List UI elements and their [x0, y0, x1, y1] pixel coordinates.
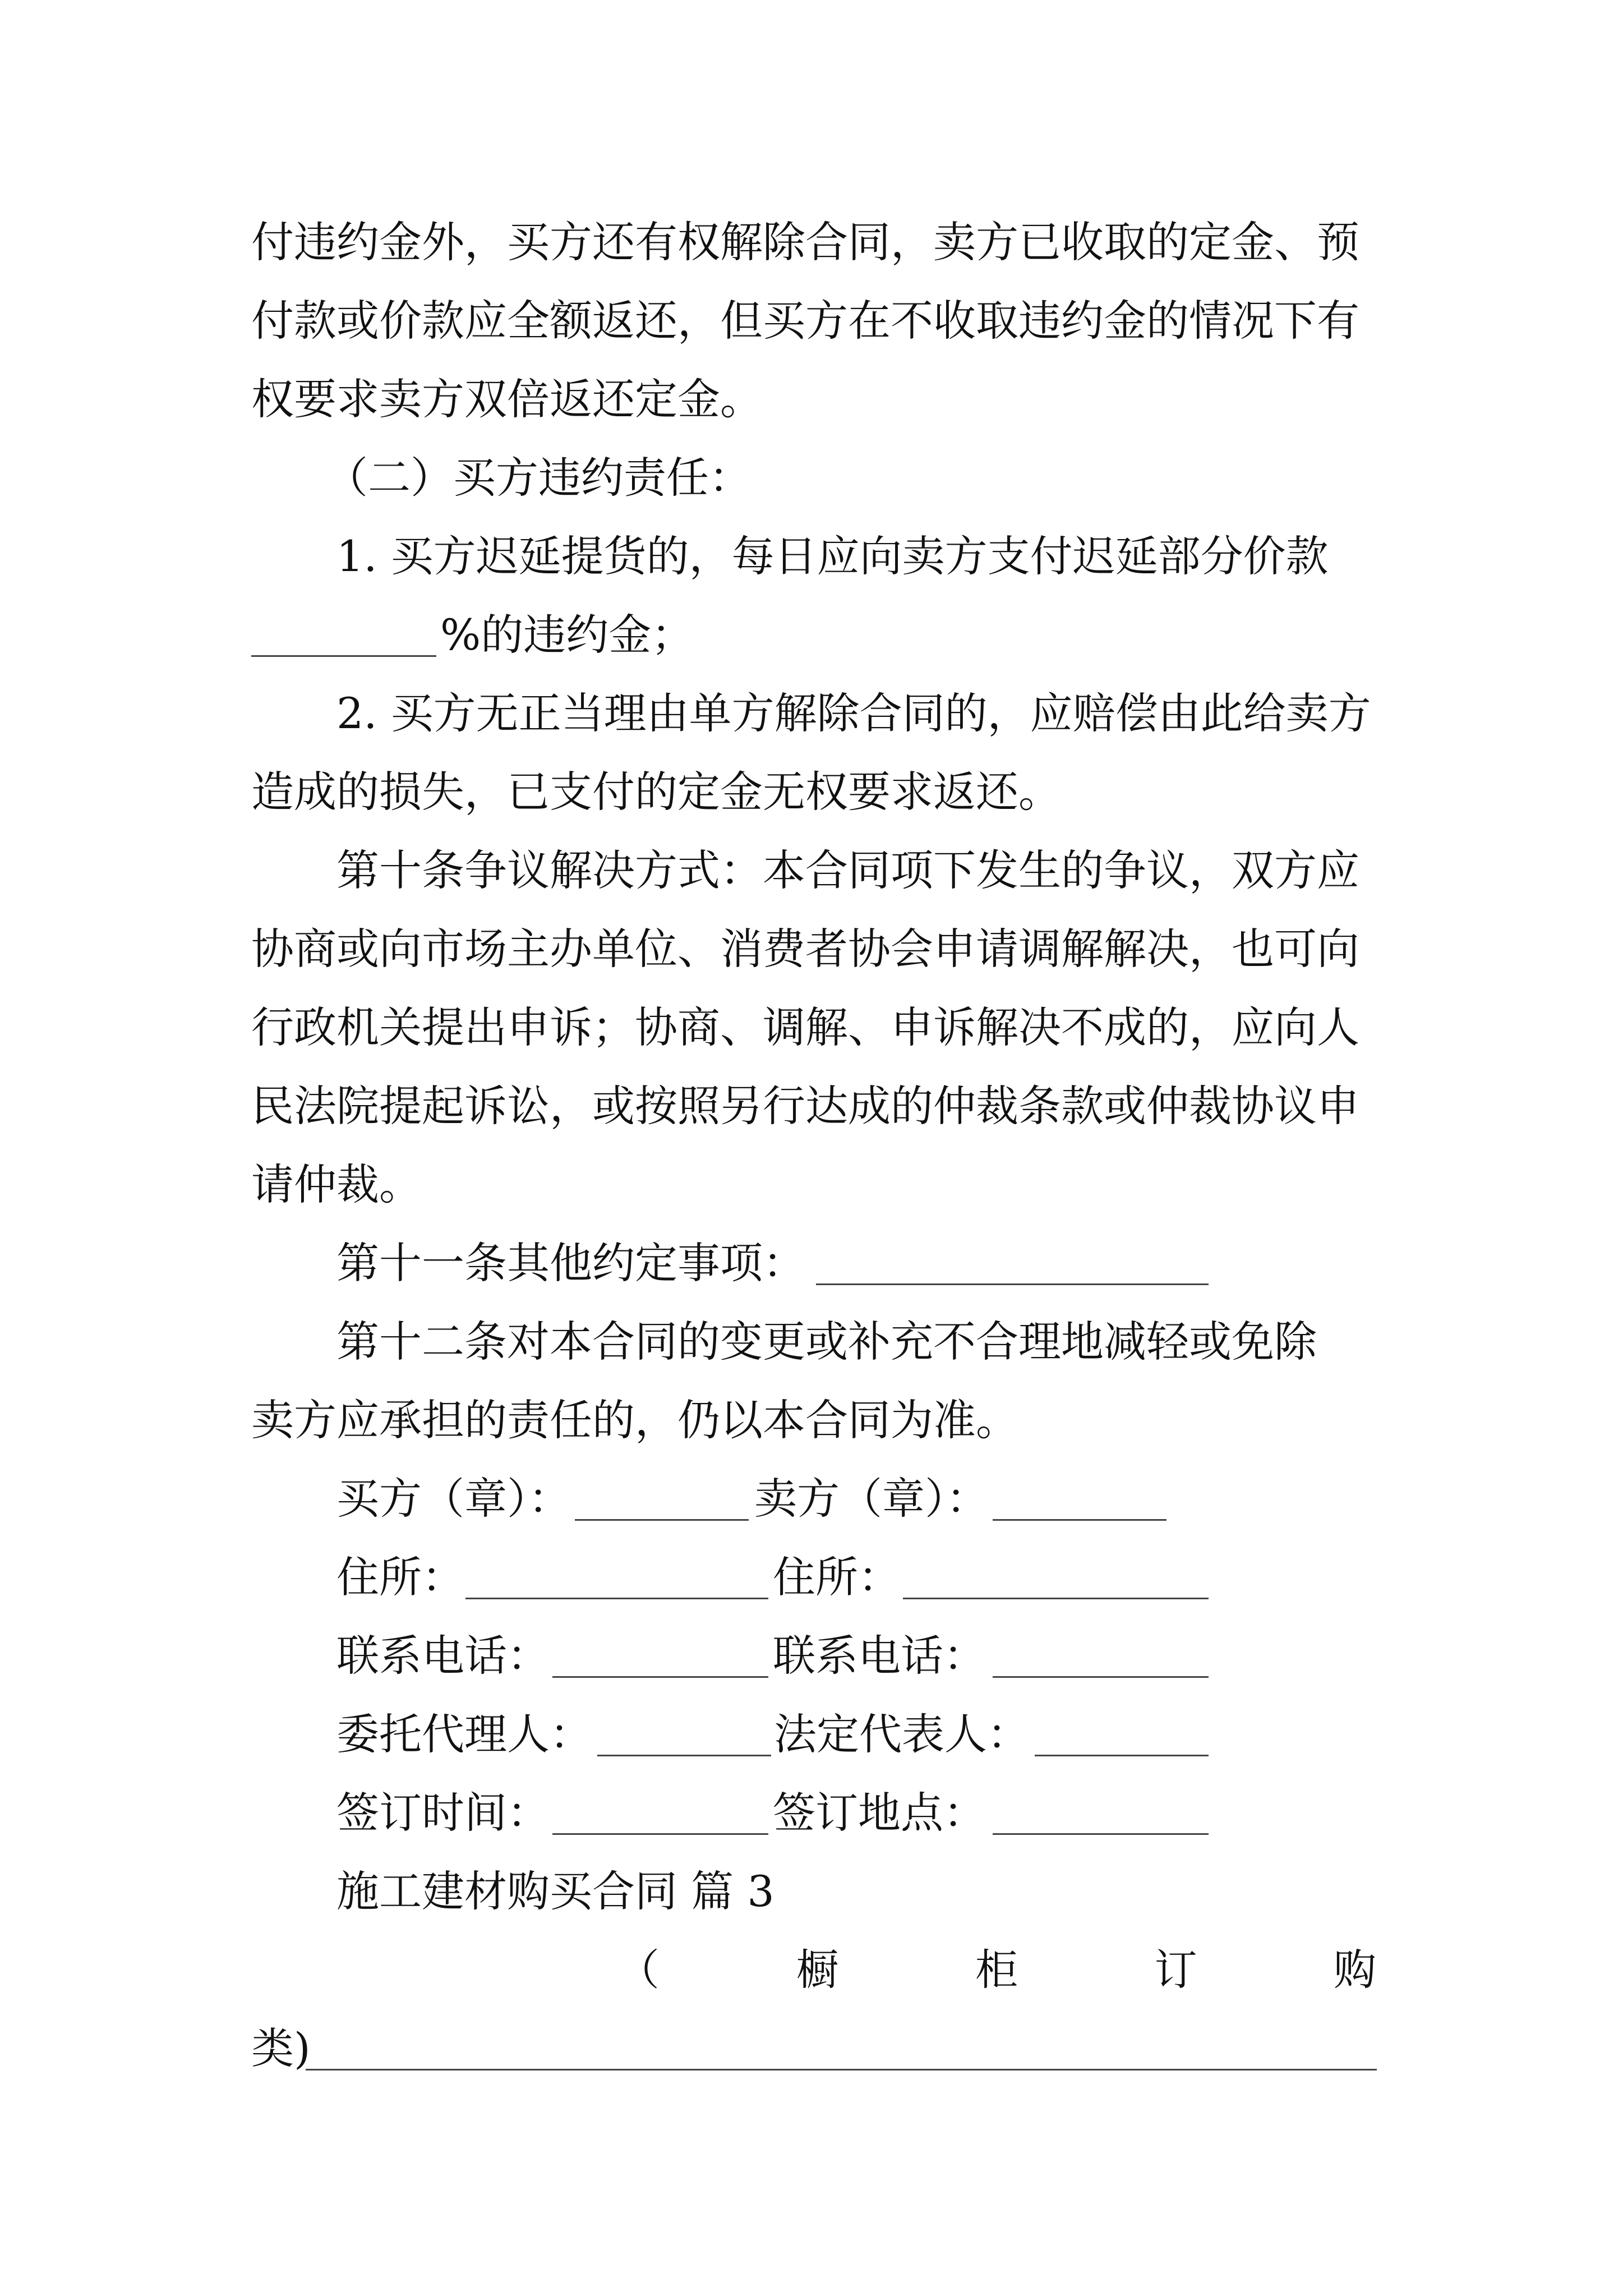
- signature-label: 联系电话：: [336, 1631, 550, 1681]
- list-item-text: 造成的损失，已支付的定金无权要求返还。: [251, 767, 1061, 817]
- article-text: 民法院提起诉讼，或按照另行达成的仲裁条款或仲裁协议申: [251, 1081, 1359, 1131]
- fill-in-blank[interactable]: [552, 1676, 768, 1678]
- article-text: 协商或向市场主办单位、消费者协会申请调解解决，也可向: [251, 924, 1359, 974]
- fill-in-blank[interactable]: [993, 1676, 1209, 1678]
- fill-in-blank[interactable]: [552, 1833, 768, 1835]
- signature-row: [0, 1538, 1623, 1617]
- list-item-continuation: [0, 753, 1623, 831]
- signature-label: 住所：: [336, 1552, 464, 1602]
- fill-in-blank[interactable]: [465, 1598, 768, 1599]
- fill-in-blank[interactable]: [993, 1519, 1166, 1521]
- subtitle-justified: [617, 1931, 1376, 2009]
- article-12: [0, 1381, 1623, 1460]
- section-heading: [0, 439, 1623, 517]
- text-line: 付款或价款应全额返还，但买方在不收取违约金的情况下有: [251, 296, 1359, 346]
- list-item-text: 2. 买方无正当理由单方解除合同的，应赔偿由此给卖方: [336, 688, 1371, 738]
- article-10: [0, 1145, 1623, 1224]
- list-item-continuation: [0, 596, 1623, 674]
- article-10: [0, 988, 1623, 1067]
- list-item-text: 1. 买方迟延提货的，每日应向卖方支付迟延部分价款: [336, 531, 1329, 581]
- contract-subtitle-end: [0, 2009, 1623, 2088]
- list-item-text: %的违约金；: [440, 610, 694, 660]
- fill-in-blank[interactable]: [903, 1598, 1209, 1599]
- article-text: 卖方应承担的责任的，仍以本合同为准。: [251, 1395, 1018, 1445]
- signature-row: [0, 1774, 1623, 1852]
- article-10: [0, 1067, 1623, 1145]
- article-text: 第十一条其他约定事项：: [336, 1238, 805, 1288]
- signature-label: 签订时间：: [336, 1788, 550, 1838]
- article-11: [0, 1224, 1623, 1303]
- subtitle-char: 橱: [796, 1945, 839, 1995]
- article-10: [0, 910, 1623, 988]
- article-10: [0, 831, 1623, 910]
- subtitle-end-text: 类): [251, 2023, 311, 2073]
- subtitle-char: 柜: [975, 1945, 1018, 1995]
- article-12: [0, 1303, 1623, 1381]
- text-line: 付违约金外，买方还有权解除合同，卖方已收取的定金、预: [251, 217, 1359, 267]
- subtitle-char: 购: [1334, 1945, 1376, 1995]
- contract-title-text: 施工建材购买合同 篇 3: [336, 1866, 774, 1916]
- contract-title: [0, 1852, 1623, 1931]
- signature-label: 法定代表人：: [774, 1709, 1030, 1759]
- article-text: 行政机关提出申诉；协商、调解、申诉解决不成的，应向人: [251, 1002, 1359, 1052]
- fill-in-blank[interactable]: [1035, 1755, 1209, 1756]
- paragraph-line: [0, 282, 1623, 360]
- list-item: [0, 674, 1623, 753]
- article-text: 第十二条对本合同的变更或补充不合理地减轻或免除: [336, 1317, 1317, 1366]
- signature-label: 签订地点：: [773, 1788, 986, 1838]
- signature-label: 卖方（章）：: [754, 1474, 989, 1524]
- signature-label: 住所：: [773, 1552, 901, 1602]
- paragraph-line: [0, 203, 1623, 282]
- signature-row: [0, 1617, 1623, 1695]
- signature-label: 委托代理人：: [336, 1709, 592, 1759]
- subtitle-char: （: [617, 1945, 660, 1995]
- signature-row: [0, 1695, 1623, 1774]
- signature-row: [0, 1460, 1623, 1538]
- text-line: 权要求卖方双倍返还定金。: [251, 374, 763, 424]
- fill-in-blank[interactable]: [251, 655, 436, 657]
- fill-in-blank[interactable]: [597, 1755, 771, 1756]
- signature-label: 联系电话：: [773, 1631, 986, 1681]
- article-text: 请仲裁。: [251, 1159, 422, 1209]
- fill-in-blank[interactable]: [816, 1283, 1209, 1285]
- list-item: [0, 517, 1623, 596]
- contract-subtitle: [0, 1931, 1623, 2009]
- fill-in-blank[interactable]: [575, 1519, 749, 1521]
- section-heading-text: （二）买方违约责任：: [325, 453, 751, 503]
- subtitle-char: 订: [1154, 1945, 1197, 1995]
- fill-in-blank[interactable]: [993, 1833, 1209, 1835]
- paragraph-line: [0, 360, 1623, 439]
- signature-label: 买方（章）：: [336, 1474, 571, 1524]
- article-text: 第十条争议解决方式：本合同项下发生的争议，双方应: [336, 845, 1359, 895]
- fill-in-blank[interactable]: [306, 2069, 1377, 2070]
